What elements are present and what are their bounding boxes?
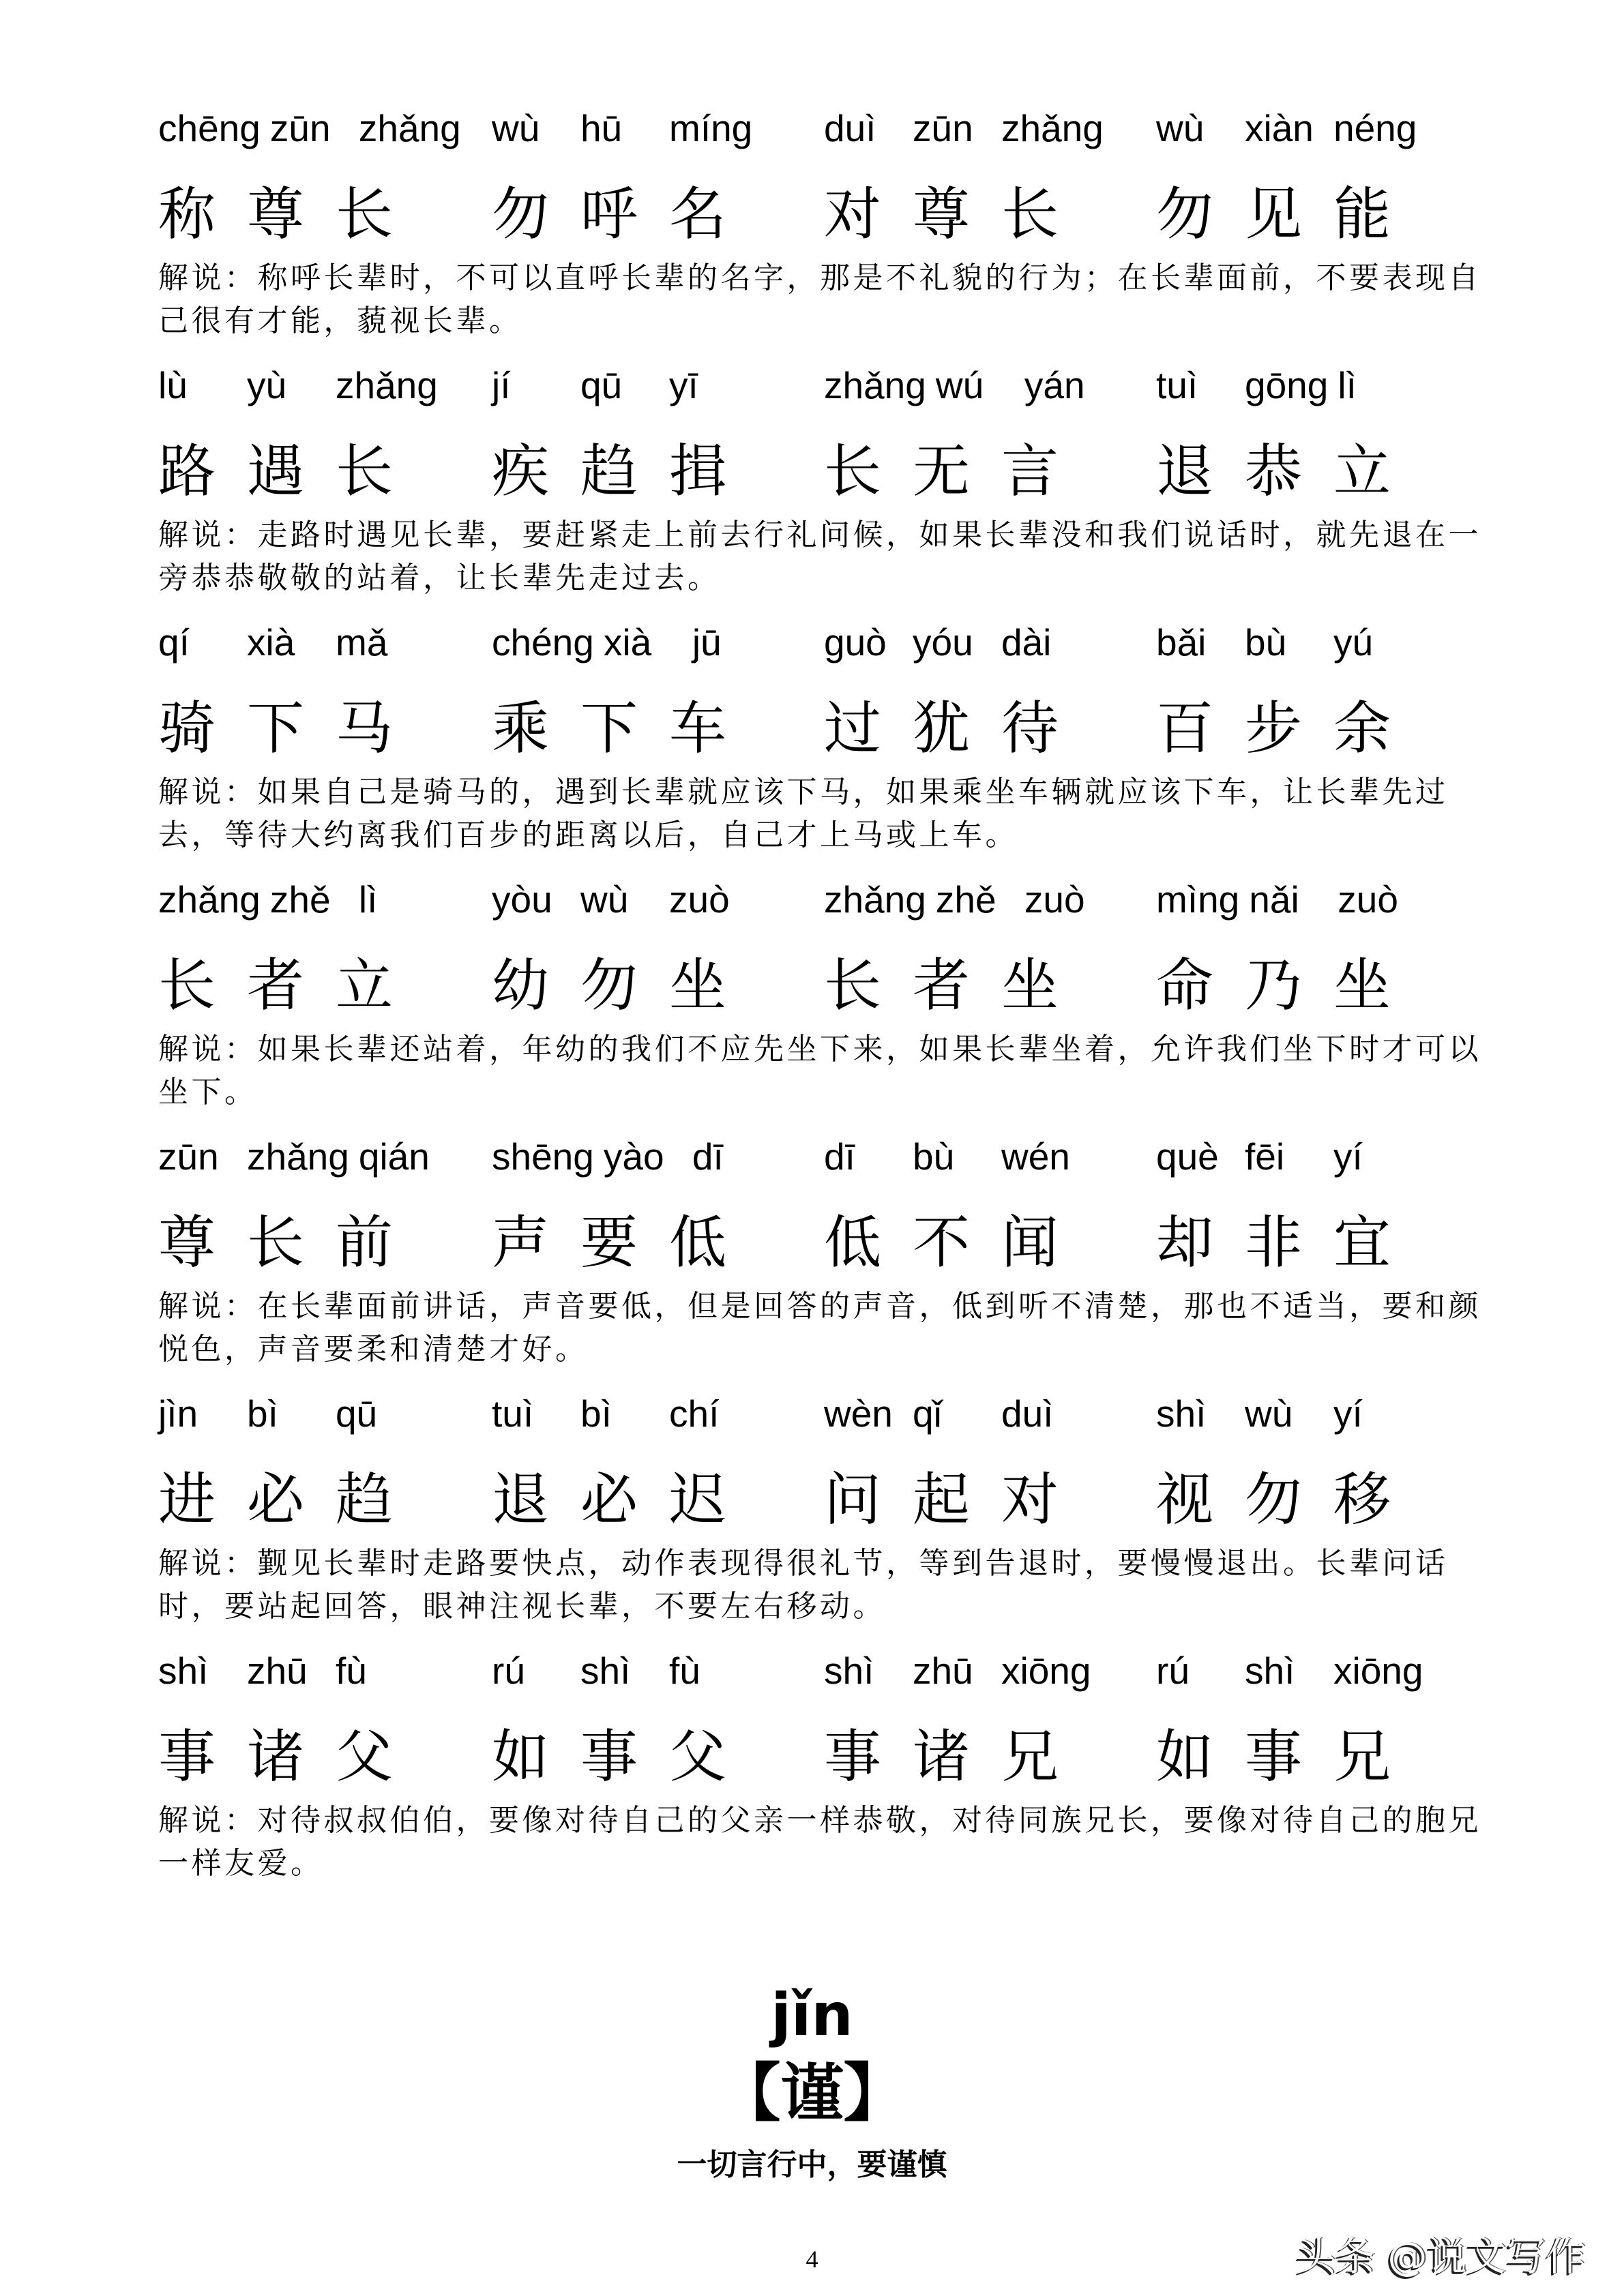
pinyin-group xyxy=(824,867,1113,932)
verse-phrase xyxy=(158,694,424,762)
hanzi-character: 前 xyxy=(336,1209,394,1276)
pinyin-syllable: chéng xyxy=(492,621,594,664)
verse-phrase xyxy=(492,1465,758,1534)
pinyin-group xyxy=(1156,1638,1432,1703)
pinyin-syllable: tuì xyxy=(492,1392,534,1435)
explanation-text: 解说：称呼长辈时，不可以直呼长辈的名字，那是不礼貌的行为；在长辈面前，不要表现自己很有才能，藐视长辈。 xyxy=(158,260,1481,338)
pinyin-syllable: hū xyxy=(580,107,623,149)
pinyin-group xyxy=(158,353,447,418)
pinyin-group xyxy=(824,1381,1090,1446)
pinyin-syllable: jū xyxy=(692,621,722,664)
verse-phrase xyxy=(1156,1208,1422,1277)
pinyin-syllable: shì xyxy=(158,1650,209,1692)
pinyin-group xyxy=(1156,353,1426,418)
verse-phrase xyxy=(158,1723,424,1791)
pinyin-syllable: zūn xyxy=(158,1135,219,1178)
verse-phrase xyxy=(492,180,758,248)
hanzi-character: 勿 xyxy=(580,952,638,1019)
pinyin-syllable: bù xyxy=(1245,621,1287,664)
verse-phrase xyxy=(158,1465,424,1534)
hanzi-character: 百 xyxy=(1156,695,1214,762)
pinyin-syllable: shì xyxy=(1245,1650,1295,1692)
hanzi-character: 长 xyxy=(824,438,882,505)
pinyin-syllable: xiōng xyxy=(1333,1650,1423,1692)
pinyin-group xyxy=(1156,95,1426,161)
hanzi-character: 命 xyxy=(1156,952,1214,1019)
hanzi-character: 恭 xyxy=(1245,438,1303,505)
pinyin-syllable: dī xyxy=(692,1135,724,1178)
hanzi-character: 对 xyxy=(1001,1466,1059,1533)
pinyin-syllable: wù xyxy=(1156,107,1205,149)
pinyin-syllable: qí xyxy=(158,621,190,664)
explanation-text: 解说：如果长辈还站着，年幼的我们不应先坐下来，如果长辈坐着，允许我们坐下时才可以坐下。 xyxy=(158,1032,1481,1109)
explanation-text: 解说：如果自己是骑马的，遇到长辈就应该下马，如果乘坐车辆就应该下车，让长辈先过去，等待大约离我们百步的距离以后，自己才上马或上车。 xyxy=(158,775,1449,852)
hanzi-character: 能 xyxy=(1333,181,1391,248)
explanation-text: 解说：走路时遇见长辈，要赶紧走上前去行礼问候，如果长辈没和我们说话时，就先退在一旁恭恭敬敬的站着，让长辈先走过去。 xyxy=(158,518,1481,595)
pinyin-syllable: lì xyxy=(1338,364,1357,406)
pinyin-syllable: dī xyxy=(824,1135,855,1178)
pinyin-syllable: fù xyxy=(336,1650,367,1692)
verse-phrase xyxy=(824,1465,1090,1534)
hanzi-character: 步 xyxy=(1245,695,1303,762)
pinyin-syllable: yī xyxy=(669,364,698,406)
hanzi-character: 退 xyxy=(492,1466,550,1533)
pinyin-syllable: zhě xyxy=(269,878,331,921)
hanzi-character: 长 xyxy=(1001,181,1059,248)
hanzi-character: 幼 xyxy=(492,952,550,1019)
hanzi-character: 起 xyxy=(913,1466,971,1533)
hanzi-character: 尊 xyxy=(913,181,971,248)
pinyin-syllable: zhǎng xyxy=(358,107,461,149)
pinyin-syllable: wén xyxy=(1001,1135,1070,1178)
pinyin-syllable: bì xyxy=(247,1392,278,1435)
pinyin-syllable: xiàn xyxy=(1245,107,1314,149)
pinyin-group xyxy=(492,610,781,675)
pinyin-syllable: qū xyxy=(336,1392,378,1435)
pinyin-syllable: yóu xyxy=(913,621,973,664)
pinyin-syllable: duì xyxy=(1001,1392,1054,1435)
pinyin-syllable: mǎ xyxy=(336,621,388,664)
pinyin-syllable: bì xyxy=(580,1392,612,1435)
verse-phrase xyxy=(824,437,1090,505)
pinyin-syllable: wù xyxy=(492,107,540,149)
pinyin-syllable: zhǎng xyxy=(1001,107,1104,149)
hanzi-character: 事 xyxy=(158,1723,216,1790)
hanzi-character: 事 xyxy=(824,1723,882,1790)
pinyin-syllable: zhū xyxy=(913,1650,973,1692)
pinyin-group xyxy=(1156,610,1422,675)
pinyin-syllable: zhě xyxy=(935,878,996,921)
explanation-text: 解说：对待叔叔伯伯，要像对待自己的父亲一样恭敬，对待同族兄长，要像对待自己的胞兄一样友爱。 xyxy=(158,1803,1481,1881)
pinyin-syllable: zūn xyxy=(913,107,973,149)
page-number: 4 xyxy=(806,2246,818,2273)
hanzi-character: 坐 xyxy=(1001,952,1059,1019)
pinyin-group xyxy=(824,610,1090,675)
pinyin-syllable: wù xyxy=(580,878,629,921)
hanzi-character: 闻 xyxy=(1001,1209,1059,1276)
pinyin-syllable: qū xyxy=(580,364,623,406)
hanzi-character: 坐 xyxy=(669,952,727,1019)
verse-phrase xyxy=(1156,694,1422,762)
pinyin-syllable: qǐ xyxy=(913,1392,942,1435)
hanzi-character: 却 xyxy=(1156,1209,1214,1276)
hanzi-character: 父 xyxy=(336,1723,394,1790)
pinyin-syllable: zhū xyxy=(247,1650,308,1692)
hanzi-character: 名 xyxy=(669,181,727,248)
hanzi-character: 事 xyxy=(580,1723,638,1790)
hanzi-character: 遇 xyxy=(247,438,305,505)
pinyin-group xyxy=(158,95,471,161)
pinyin-group xyxy=(824,1124,1090,1189)
pinyin-syllable: néng xyxy=(1333,107,1417,149)
pinyin-syllable: yí xyxy=(1333,1135,1363,1178)
pinyin-group xyxy=(158,610,424,675)
pinyin-syllable: qián xyxy=(358,1135,430,1178)
hanzi-character: 骑 xyxy=(158,695,216,762)
pinyin-syllable: zhǎng xyxy=(336,364,438,406)
pinyin-syllable: guò xyxy=(824,621,887,664)
hanzi-character: 立 xyxy=(336,952,394,1019)
hanzi-character: 马 xyxy=(336,695,394,762)
pinyin-group xyxy=(492,1381,758,1446)
hanzi-character: 宜 xyxy=(1333,1209,1391,1276)
pinyin-syllable: lù xyxy=(158,364,188,406)
pinyin-syllable: nǎi xyxy=(1249,878,1299,921)
hanzi-character: 迟 xyxy=(669,1466,727,1533)
hanzi-character: 勿 xyxy=(1156,181,1214,248)
explanation-text: 解说：觐见长辈时走路要快点，动作表现得很礼节，等到告退时，要慢慢退出。长辈问话时，要站起回答，眼神注视长辈，不要左右移动。 xyxy=(158,1546,1449,1624)
hanzi-character: 立 xyxy=(1333,438,1391,505)
hanzi-character: 路 xyxy=(158,438,216,505)
hanzi-character: 声 xyxy=(492,1209,550,1276)
pinyin-syllable: chí xyxy=(669,1392,720,1435)
verse-phrase xyxy=(824,1208,1090,1277)
hanzi-character: 诸 xyxy=(247,1723,305,1790)
pinyin-syllable: rú xyxy=(1156,1650,1190,1692)
pinyin-group xyxy=(492,1124,781,1189)
pinyin-syllable: duì xyxy=(824,107,876,149)
pinyin-syllable: mìng xyxy=(1156,878,1240,921)
section-pinyin: jǐn xyxy=(771,1981,853,2049)
pinyin-group xyxy=(824,95,1113,161)
pinyin-syllable: zhǎng xyxy=(247,1135,349,1178)
verse-phrase xyxy=(824,951,1090,1019)
pinyin-syllable: shēng xyxy=(492,1135,594,1178)
hanzi-character: 称 xyxy=(158,181,216,248)
hanzi-character: 疾 xyxy=(492,438,550,505)
pinyin-syllable: zhǎng xyxy=(158,878,261,921)
hanzi-character: 长 xyxy=(247,1209,305,1276)
verse-phrase xyxy=(1156,951,1422,1019)
section-title: 【谨】 xyxy=(718,2057,906,2130)
verse-phrase xyxy=(492,951,758,1019)
verse-phrase xyxy=(158,951,424,1019)
hanzi-character: 乘 xyxy=(492,695,550,762)
hanzi-character: 犹 xyxy=(913,695,971,762)
verse-phrase xyxy=(492,437,758,505)
hanzi-character: 对 xyxy=(824,181,882,248)
hanzi-character: 尊 xyxy=(247,181,305,248)
hanzi-character: 趋 xyxy=(580,438,638,505)
hanzi-character: 见 xyxy=(1245,181,1303,248)
hanzi-character: 低 xyxy=(824,1209,882,1276)
pinyin-syllable: yú xyxy=(1333,621,1374,664)
pinyin-syllable: shì xyxy=(580,1650,631,1692)
hanzi-character: 言 xyxy=(1001,438,1059,505)
hanzi-character: 诸 xyxy=(913,1723,971,1790)
verse-phrase xyxy=(158,1208,424,1277)
pinyin-syllable: zuò xyxy=(669,878,730,921)
verse-phrase xyxy=(158,437,424,505)
pinyin-syllable: jí xyxy=(492,364,511,406)
hanzi-character: 车 xyxy=(669,695,727,762)
pinyin-syllable: yí xyxy=(1333,1392,1363,1435)
pinyin-syllable: wèn xyxy=(824,1392,893,1435)
pinyin-syllable: shì xyxy=(824,1650,874,1692)
explanation-text: 解说：在长辈面前讲话，声音要低，但是回答的声音，低到听不清楚，那也不适当，要和颜悦色，声音要柔和清楚才好。 xyxy=(158,1289,1481,1367)
section-description: 一切言行中，要谨慎 xyxy=(677,2147,947,2182)
hanzi-character: 如 xyxy=(1156,1723,1214,1790)
hanzi-character: 待 xyxy=(1001,695,1059,762)
hanzi-character: 长 xyxy=(824,952,882,1019)
pinyin-group xyxy=(492,95,762,161)
hanzi-character: 视 xyxy=(1156,1466,1214,1533)
hanzi-character: 长 xyxy=(336,181,394,248)
verse-phrase xyxy=(492,1208,758,1277)
pinyin-syllable: jìn xyxy=(158,1392,198,1435)
pinyin-syllable: lì xyxy=(358,878,378,921)
hanzi-character: 揖 xyxy=(669,438,727,505)
pinyin-group xyxy=(158,867,447,932)
hanzi-character: 过 xyxy=(824,695,882,762)
hanzi-character: 非 xyxy=(1245,1209,1303,1276)
pinyin-syllable: bǎi xyxy=(1156,621,1207,664)
pinyin-syllable: zūn xyxy=(269,107,331,149)
pinyin-syllable: zuò xyxy=(1338,878,1398,921)
hanzi-character: 趋 xyxy=(336,1466,394,1533)
pinyin-group xyxy=(492,353,758,418)
hanzi-character: 者 xyxy=(913,952,971,1019)
verse-phrase xyxy=(1156,1723,1422,1791)
hanzi-character: 移 xyxy=(1333,1466,1391,1533)
pinyin-group xyxy=(158,1638,424,1703)
pinyin-syllable: fēi xyxy=(1245,1135,1285,1178)
watermark: 头条 @说文写作 xyxy=(1296,2233,1586,2280)
verse-phrase xyxy=(824,180,1090,248)
hanzi-character: 无 xyxy=(913,438,971,505)
pinyin-syllable: yù xyxy=(247,364,287,406)
pinyin-syllable: yào xyxy=(603,1135,664,1178)
hanzi-character: 父 xyxy=(669,1723,727,1790)
hanzi-character: 呼 xyxy=(580,181,638,248)
pinyin-group xyxy=(824,353,1113,418)
verse-phrase xyxy=(492,1723,758,1791)
hanzi-character: 乃 xyxy=(1245,952,1303,1019)
hanzi-character: 低 xyxy=(669,1209,727,1276)
pinyin-syllable: fù xyxy=(669,1650,700,1692)
verse-phrase xyxy=(1156,437,1422,505)
pinyin-group xyxy=(158,1381,424,1446)
pinyin-syllable: yòu xyxy=(492,878,552,921)
pinyin-syllable: wú xyxy=(935,364,984,406)
hanzi-character: 者 xyxy=(247,952,305,1019)
pinyin-syllable: què xyxy=(1156,1135,1219,1178)
pinyin-group xyxy=(1156,1381,1422,1446)
hanzi-character: 事 xyxy=(1245,1723,1303,1790)
pinyin-syllable: zhǎng xyxy=(824,878,926,921)
hanzi-character: 要 xyxy=(580,1209,638,1276)
pinyin-syllable: chēng xyxy=(158,107,261,149)
hanzi-character: 问 xyxy=(824,1466,882,1533)
pinyin-group xyxy=(1156,867,1426,932)
pinyin-syllable: rú xyxy=(492,1650,525,1692)
hanzi-character: 必 xyxy=(247,1466,305,1533)
hanzi-character: 退 xyxy=(1156,438,1214,505)
pinyin-syllable: zuò xyxy=(1024,878,1085,921)
pinyin-syllable: tuì xyxy=(1156,364,1198,406)
pinyin-syllable: xià xyxy=(247,621,295,664)
hanzi-character: 长 xyxy=(336,438,394,505)
hanzi-character: 不 xyxy=(913,1209,971,1276)
hanzi-character: 兄 xyxy=(1333,1723,1391,1790)
verse-phrase xyxy=(1156,1465,1422,1534)
hanzi-character: 下 xyxy=(247,695,305,762)
pinyin-syllable: míng xyxy=(669,107,753,149)
hanzi-character: 尊 xyxy=(158,1209,216,1276)
hanzi-character: 如 xyxy=(492,1723,550,1790)
pinyin-syllable: gōng xyxy=(1245,364,1329,406)
hanzi-character: 兄 xyxy=(1001,1723,1059,1790)
verse-phrase xyxy=(824,1723,1090,1791)
pinyin-group xyxy=(492,867,758,932)
pinyin-syllable: yán xyxy=(1024,364,1085,406)
verse-phrase xyxy=(492,694,758,762)
pinyin-syllable: dài xyxy=(1001,621,1052,664)
pinyin-group xyxy=(158,1124,447,1189)
pinyin-syllable: shì xyxy=(1156,1392,1207,1435)
pinyin-syllable: bù xyxy=(913,1135,955,1178)
hanzi-character: 勿 xyxy=(492,181,550,248)
verse-phrase xyxy=(158,180,424,248)
hanzi-character: 长 xyxy=(158,952,216,1019)
verse-phrase xyxy=(824,694,1090,762)
pinyin-group xyxy=(492,1638,758,1703)
hanzi-character: 进 xyxy=(158,1466,216,1533)
pinyin-syllable: xià xyxy=(603,621,652,664)
pinyin-group xyxy=(824,1638,1100,1703)
pinyin-group xyxy=(1156,1124,1422,1189)
hanzi-character: 下 xyxy=(580,695,638,762)
pinyin-syllable: zhǎng xyxy=(824,364,926,406)
verse-phrase xyxy=(1156,180,1422,248)
hanzi-character: 必 xyxy=(580,1466,638,1533)
pinyin-syllable: xiōng xyxy=(1001,1650,1091,1692)
hanzi-character: 坐 xyxy=(1333,952,1391,1019)
pinyin-syllable: wù xyxy=(1245,1392,1293,1435)
hanzi-character: 余 xyxy=(1333,695,1391,762)
hanzi-character: 勿 xyxy=(1245,1466,1303,1533)
